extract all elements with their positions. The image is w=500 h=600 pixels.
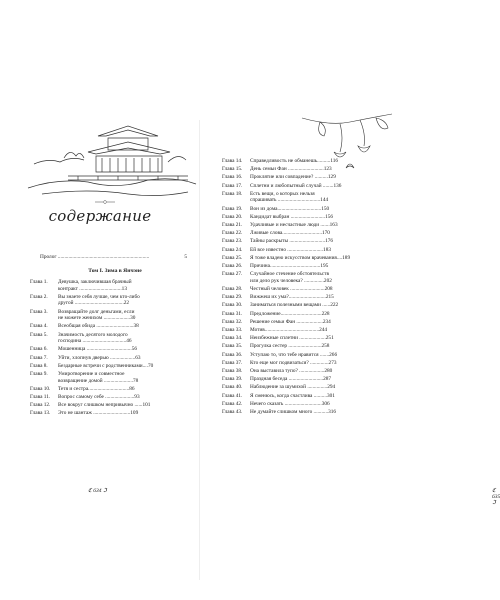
chapter-title-line: контракт ................................13 [58,285,127,292]
chapter-title-line: Заниматься полезными вещами ......222 [250,302,339,309]
toc-entry[interactable] [30,323,188,330]
chapter-label: Глава 30. [222,302,243,309]
chapter-title-line: Это не шантаж ............................109 [58,410,139,417]
chapter-title-line: Значимость десятого молодого [58,331,128,338]
chapter-title-line: Предложение...............................228 [250,310,330,317]
chapter-title-line: День семьи Фан ...........................123 [250,166,332,173]
chapter-title-line: Все вокруг слишком непривычно ......101 [58,402,151,409]
toc-entry[interactable] [222,352,380,359]
folio-right: ℭ 635 ℑ [492,488,500,506]
chapter-label: Глава 6. [30,346,48,353]
toc-entry[interactable] [30,332,188,345]
chapter-label: Глава 37. [222,359,243,366]
toc-entry[interactable] [222,368,380,375]
chapter-title-line: Вон из дома.................................150 [250,205,330,212]
left-page [0,0,200,600]
chapter-title-line: Вы знаете себя лучше, чем кто-либо [58,293,140,300]
chapter-title-line: возвращение домой ......................78 [58,377,139,384]
toc-entry[interactable] [222,222,380,229]
toc-entry[interactable] [222,294,380,301]
chapter-title-line: Тетя и сестра...............................86 [58,385,135,392]
chapter-title-line: спрашивать ................................144 [250,197,329,204]
right-page [200,0,500,600]
chapter-title-line: Девушка, заключившая брачный [58,279,132,285]
chapter-label: Глава 29. [222,294,243,301]
toc-entry[interactable] [222,263,380,270]
chapter-title-line: Я тоже владею искусством врачевания....189 [250,254,351,261]
chapter-label: Глава 28. [222,286,243,292]
title-ornament [95,199,115,205]
folio-number: 635 [492,494,500,500]
chapter-title-line: Ей все известно ...........................183 [250,246,332,253]
chapter-label: Глава 18. [222,190,243,197]
chapter-label: Глава 20. [222,213,243,220]
toc-entry[interactable] [222,360,380,367]
pagoda-illustration [28,118,196,200]
chapter-title-line: господина .................................46 [58,338,132,345]
chapter-title-line: Проклятие или совпадение? ..........129 [250,174,336,181]
chapter-label: Глава 32. [222,318,243,325]
chapter-title-line: Бездарные встречи с родственниками....70 [58,362,154,369]
chapter-title-line: или дело рук человека? ...............202 [250,277,332,284]
chapter-label: Глава 3. [30,308,48,315]
chapter-title-line: Причина......................................195 [250,263,329,269]
chapter-title-line: Прогулка сестер .........................258 [250,343,330,350]
toc-entry[interactable] [30,279,188,292]
chapter-label: Глава 10. [30,385,51,392]
chapter-label: Глава 25. [222,254,243,261]
toc-entry[interactable] [222,191,380,204]
volume-heading: Том I. Зима в Янчэне [88,268,142,274]
toc-entry[interactable] [222,247,380,254]
chapter-label: Глава 31. [222,310,243,317]
chapter-title-line: Умиротворение и совместное [58,371,125,377]
toc-entry[interactable] [222,255,380,262]
toc-entry[interactable] [30,294,188,307]
chapter-title-line: Случайное стечение обстоятельств [250,271,329,278]
toc-entry[interactable] [30,309,188,322]
chapter-label: Глава 42. [222,400,243,407]
chapter-label: Глава 4. [30,323,48,330]
chapter-title-line: Мошенница ..................................56 [58,346,137,353]
chapter-label: Глава 8. [30,362,48,369]
chapter-title-line: Вопрос самому себе ......................93 [58,394,140,400]
chapter-label: Глава 39. [222,376,243,383]
toc-entry[interactable] [30,394,188,401]
toc-entry[interactable] [222,238,380,245]
chapter-label: Глава 21. [222,222,243,228]
chapter-title-line: Неизбежные сплетни ....................251 [250,335,334,342]
toc-entry[interactable] [222,302,380,309]
toc-entry[interactable] [30,402,188,409]
chapter-label: Глава 43. [222,409,243,415]
chapter-title-line: Уйти, хлопнув дверью ...................63 [58,354,141,361]
toc-entry[interactable] [222,384,380,391]
chapter-label: Глава 14. [222,158,243,164]
chapter-title-line: Всеобщая обида ............................38 [58,323,139,330]
chapter-label: Глава 19. [222,205,243,212]
chapter-title-line: Лживые слова..............................170 [250,230,330,237]
chapter-label: Глава 16. [222,174,243,181]
chapter-title-line: Удачливые и несчастные люди .......163 [250,222,338,228]
chapter-label: Глава 24. [222,246,243,253]
folio-left: ℭ 634 ℑ [88,488,107,494]
chapter-title-line: Она выставила тупо? ...................280 [250,368,333,374]
toc-entry[interactable] [222,286,380,293]
toc-entry[interactable] [222,174,380,181]
toc-entry[interactable] [222,214,380,221]
toc-entry[interactable] [30,410,188,417]
chapter-label: Глава 23. [222,238,243,245]
toc-entry[interactable] [222,376,380,383]
chapter-title-line: Возвращайте долг деньгами, если [58,308,135,315]
prolog-entry[interactable] [40,254,187,261]
chapter-label: Глава 15. [222,166,243,173]
chapter-label: Глава 9. [30,371,48,377]
toc-entry[interactable] [222,409,380,416]
toc-entry[interactable] [222,319,380,326]
chapter-label: Глава 26. [222,263,243,269]
toc-entry[interactable] [30,371,188,384]
chapter-label: Глава 36. [222,351,243,358]
chapter-label: Глава 1. [30,279,48,285]
chapter-label: Глава 11. [30,394,51,400]
chapter-title-line: Кто еще мог подвизаться? ..............273 [250,359,337,366]
toc-entry[interactable] [222,401,380,408]
toc-entry[interactable] [222,183,380,190]
chapter-label: Глава 34. [222,335,243,342]
toc-entry[interactable] [30,386,188,393]
toc-entry[interactable] [222,230,380,237]
chapter-label: Глава 33. [222,327,243,333]
chapter-label: Глава 41. [222,392,243,399]
chapter-label: Глава 5. [30,331,48,338]
chapter-title-line: Сплетни и любопытный случай ........136 [250,182,342,189]
toc-entry[interactable] [222,343,380,350]
chapter-title-line: Нечего сказать ............................306 [250,400,330,407]
chapter-title-line: другой .....................................22 [58,300,130,307]
toc-entry[interactable] [222,327,380,334]
toc-entry[interactable] [222,335,380,342]
chapter-title-line: Я сменюсь, когда счастлива ..........301 [250,392,335,399]
chapter-label: Глава 22. [222,230,243,237]
ginkgo-branch-illustration [300,112,394,172]
chapter-label: Глава 12. [30,402,51,409]
chapter-title-line: Кандидат выбран ..........................156 [250,213,334,220]
toc-entry[interactable] [222,393,380,400]
toc-entry[interactable] [222,206,380,213]
prolog-page: 5 [184,254,187,260]
toc-entry[interactable] [30,363,188,370]
chapter-title-line: не можете женихом ....................30 [58,315,136,322]
chapter-title-line: Праздная беседа ..........................287 [250,376,332,383]
folio-number: 634 [93,488,102,494]
toc-entry[interactable] [222,311,380,318]
prolog-dots: ..................................................................... [56,254,150,260]
chapter-label: Глава 2. [30,293,48,300]
chapter-title-line: Уступаю то, что тебе нравится .......266 [250,351,338,358]
chapter-title-line: Не думайте слишком много ...........316 [250,409,337,415]
chapter-label: Глава 35. [222,343,243,350]
chapter-title-line: Тайны раскрыты ...........................176 [250,238,334,245]
chapter-label: Глава 7. [30,354,48,361]
chapter-title-line: Мотив.........................................244 [250,327,328,333]
chapter-label: Глава 13. [30,410,51,417]
chapter-label: Глава 38. [222,368,243,374]
chapter-label: Глава 40. [222,384,243,391]
chapter-title-line: Есть вещи, о которых нельзя [250,190,315,197]
chapter-title-line: Наблюдение за шумихой ...............294 [250,384,336,391]
chapter-title-line: Решение семьи Фан ....................234 [250,318,331,325]
chapter-title-line: Честный человек ..........................208 [250,286,333,292]
chapter-label: Глава 17. [222,182,243,189]
chapter-label: Глава 27. [222,271,243,278]
toc-title: содержание [48,207,152,225]
prolog-label: Пролог [40,254,57,260]
toc-entry[interactable] [30,355,188,362]
toc-entry[interactable] [30,346,188,353]
chapter-title-line: Справедливость не обманешь..........116 [250,158,339,164]
toc-entry[interactable] [222,271,380,284]
chapter-title-line: Вижжеш их ума?............................215 [250,294,334,301]
